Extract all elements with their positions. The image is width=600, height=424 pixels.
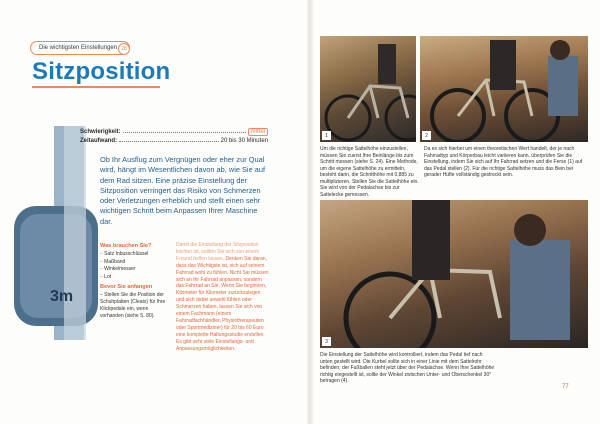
- tip-note-body: Denken Sie daran, dass das Wichtigste ist, sich auf seinem Fahrrad wohl zu fühlen. Nicht Sie müssen sich an Ihr Fahrrad anpassen, sondern das Fahrrad an Sie. Wenn Sie beginnen, Kilometer für Kilometer zurückzulegen und sich dabei unwohl fühlen oder Schmerzen haben, lassen Sie sich von einem Fachmann (einem Fahrradfachhändler, Physiotherapeuten oder Sportmediziner) für 20 bis 60 Euro eine komplette Haltungsstudie erstellen. Es gibt sehr viele Einstellungs- und Anpassungsmöglichkeiten.: [176, 255, 269, 352]
- caption-2: Da es sich hierbei um einen theoretischen Wert handelt, der je nach Fahrradtyp und Körperbau leicht variieren kann, überprüfen Sie die Einstellung, indem Sie sich auf Ihr Fahrrad setzen und die Ferse (1) auf das Pedal stellen (2). Für die richtige Sattelhöhe muss das Bein bei gerader Hüfte vollständig gestreckt sein.: [424, 146, 583, 178]
- page-number: 77: [562, 384, 569, 390]
- photo-number: 1: [322, 131, 331, 140]
- photo-number: 2: [422, 131, 431, 140]
- tip-note-lead: Damit die Einstellung der Sitzposition leichter ist, sollten Sie sich von einem Freund helfen lassen.: [176, 242, 260, 262]
- before-text: – Stellen Sie die Position der Schuhplatten (Cleats) für Ihre Klickpedale ein, wenn vorhanden (siehe S. 80).: [100, 292, 166, 319]
- bike-photo-art: [420, 36, 588, 142]
- needs-list: [100, 251, 148, 281]
- list-item: – Winkelmesser: [100, 266, 148, 274]
- list-item: – Lot: [100, 274, 148, 282]
- dot-leader: [123, 128, 246, 133]
- tip-note: [176, 242, 270, 353]
- difficulty-box: [80, 128, 268, 146]
- difficulty-value: mittel: [248, 128, 268, 136]
- time-label: Zeitaufwand:: [80, 138, 117, 144]
- bike-photo-art: [320, 200, 588, 348]
- section-tab-number: 28: [118, 43, 130, 55]
- photo-3: [320, 200, 588, 348]
- list-item: – Satz Inbusschlüssel: [100, 251, 148, 259]
- tape-measure-illustration: [14, 126, 98, 340]
- svg-text:3m: 3m: [50, 288, 74, 305]
- photo-1: [320, 36, 416, 142]
- dot-leader: [119, 137, 219, 142]
- needs-heading: Was brauchen Sie?: [100, 243, 152, 249]
- time-value: 20 bis 30 Minuten: [220, 138, 268, 144]
- intro-paragraph: Ob Ihr Ausflug zum Vergnügen oder eher zur Qual wird, hängt im Wesentlichen davon ab, wie Sie auf dem Rad sitzen. Eine präzise Einstellung der Sitzposition verringert das Risiko von Schmerzen oder Verletzungen erheblich und stellt einen sehr wichtigen Schritt beim Anpassen Ihrer Maschine dar.: [100, 155, 266, 226]
- caption-3: Die Einstellung der Sattelhöhe wird kontrolliert, indem das Pedal tief nach unten gestellt wird. Die Kurbel sollte sich in einer Linie mit dem Sattelrohr befinden; der Fußballen steht jetzt über der Pedalachse. Wenn Ihre Sattelhöhe richtig eingestellt ist, sollte der Winkel zwischen Unter- und Oberschenkel 30° betragen (4).: [320, 352, 495, 384]
- title-underline: [32, 86, 160, 88]
- section-tab-label: Die wichtigsten Einstellungen: [39, 45, 118, 51]
- page-title: Sitzposition: [32, 58, 171, 85]
- photo-number: 3: [322, 337, 331, 346]
- time-row: [80, 137, 268, 146]
- list-item: – Maßband: [100, 259, 148, 267]
- difficulty-label: Schwierigkeit:: [80, 129, 121, 135]
- before-heading: Bevor Sie anfangen: [100, 284, 153, 290]
- difficulty-row: [80, 128, 268, 137]
- bike-photo-art: [320, 36, 416, 142]
- section-tab: [30, 41, 130, 55]
- book-gutter: [306, 0, 314, 424]
- caption-1: Um die richtige Sattelhöhe einzustellen, müssen Sie zuerst Ihre Beinlänge bis zum Schritt messen (siehe S. 24). Eine Methode, um die eigene Sattelhöhe zu ermitteln, besteht darin, die Schritthöhe mit 0,885 zu multiplizieren. Stellen Sie die Sattelhöhe ein. Sie wird von der Pedalachse bis zur Sattelecke gemessen.: [320, 146, 419, 198]
- photo-2: [420, 36, 588, 142]
